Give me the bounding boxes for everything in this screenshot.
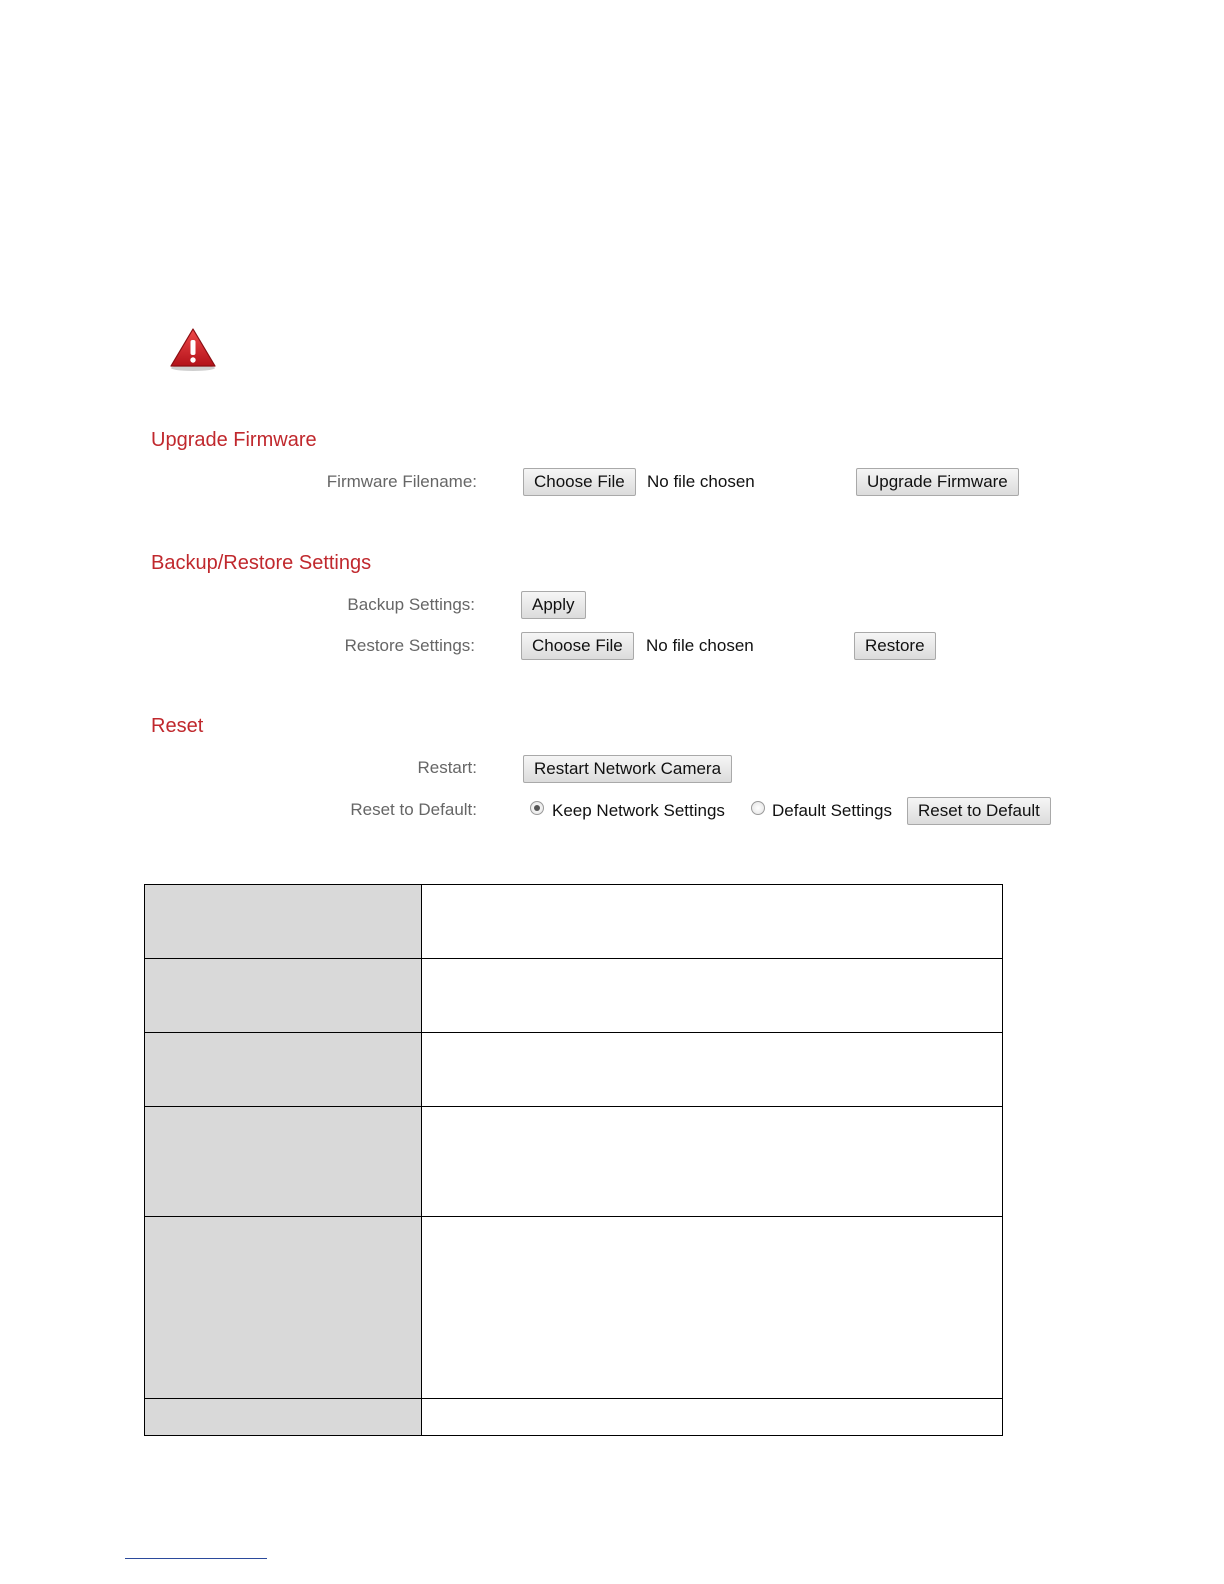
default-settings-label[interactable]: Default Settings	[772, 801, 893, 820]
backup-restore-title: Backup/Restore Settings	[151, 552, 372, 574]
table-key-cell	[145, 1217, 422, 1399]
backup-settings-label: Backup Settings:	[347, 595, 475, 614]
reset-to-default-label: Reset to Default:	[350, 800, 477, 819]
restart-network-camera-button[interactable]: Restart Network Camera	[523, 755, 732, 783]
warning-triangle-icon	[168, 326, 218, 372]
reset-title: Reset	[151, 715, 204, 737]
table-value-cell	[422, 1033, 1003, 1107]
keep-network-settings-label[interactable]: Keep Network Settings	[552, 801, 725, 820]
keep-network-settings-radio[interactable]	[530, 801, 544, 815]
firmware-filename-label: Firmware Filename:	[326, 472, 477, 491]
restore-settings-label: Restore Settings:	[344, 636, 475, 655]
table-row	[145, 1399, 1003, 1436]
firmware-choose-file-button[interactable]: Choose File	[523, 468, 636, 496]
table-value-cell	[422, 1399, 1003, 1436]
table-key-cell	[145, 1399, 422, 1436]
table-key-cell	[145, 1107, 422, 1217]
upgrade-firmware-title: Upgrade Firmware	[151, 429, 317, 451]
table-key-cell	[145, 885, 422, 959]
restore-choose-file-button[interactable]: Choose File	[521, 632, 634, 660]
table-value-cell	[422, 1107, 1003, 1217]
backup-apply-button[interactable]: Apply	[521, 591, 586, 619]
table-row	[145, 1033, 1003, 1107]
restore-file-status: No file chosen	[646, 636, 754, 655]
table-row	[145, 885, 1003, 959]
default-settings-radio[interactable]	[751, 801, 765, 815]
table-row	[145, 1217, 1003, 1399]
description-table	[144, 884, 1003, 1436]
firmware-file-status: No file chosen	[647, 472, 755, 491]
reset-to-default-button[interactable]: Reset to Default	[907, 797, 1051, 825]
table-row	[145, 1107, 1003, 1217]
table-value-cell	[422, 959, 1003, 1033]
table-key-cell	[145, 1033, 422, 1107]
restore-button[interactable]: Restore	[854, 632, 936, 660]
table-key-cell	[145, 959, 422, 1033]
restart-label: Restart:	[417, 758, 477, 777]
upgrade-firmware-button[interactable]: Upgrade Firmware	[856, 468, 1019, 496]
footer-divider	[125, 1558, 267, 1559]
table-value-cell	[422, 1217, 1003, 1399]
table-value-cell	[422, 885, 1003, 959]
table-row	[145, 959, 1003, 1033]
